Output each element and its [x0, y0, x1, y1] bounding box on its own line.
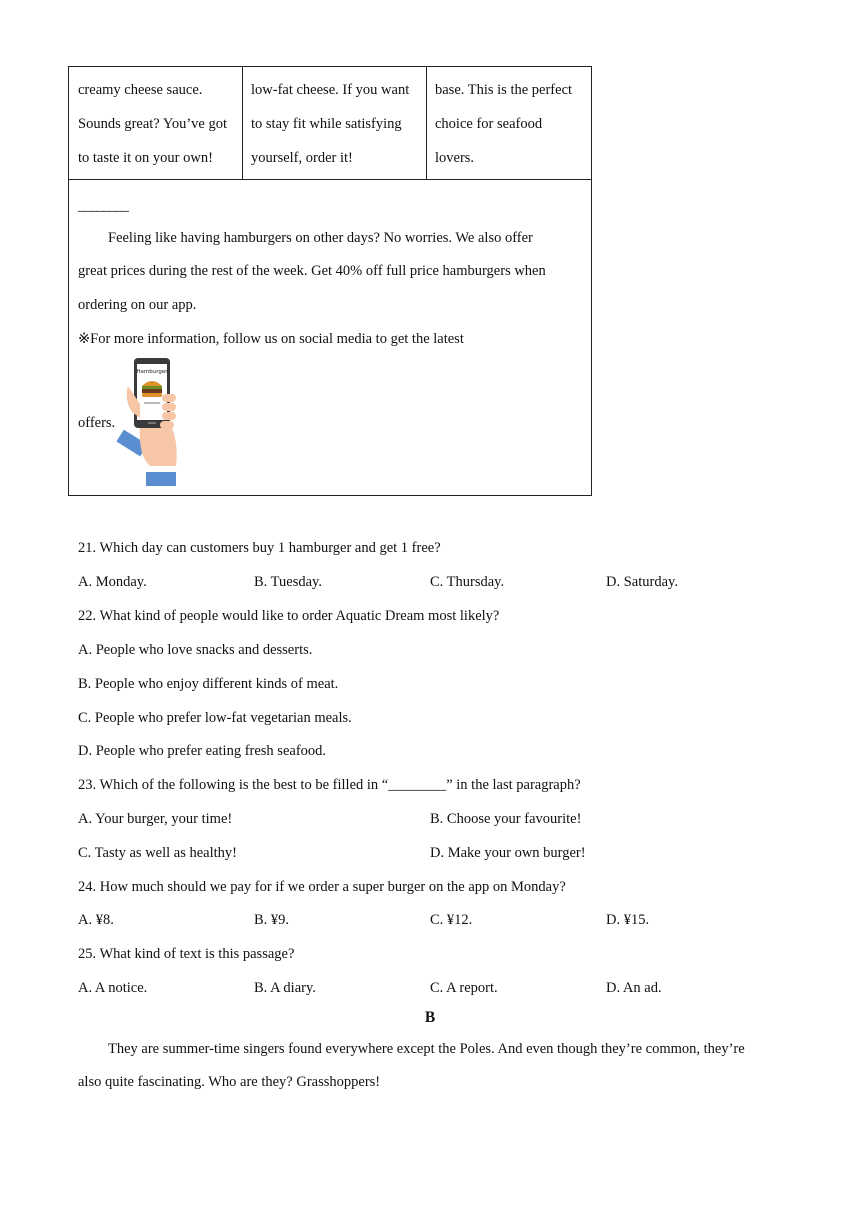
option-24-a[interactable]: A. ¥8.	[78, 912, 114, 928]
question-23: 23. Which of the following is the best to be filled in “________” in the last paragraph?	[78, 777, 581, 793]
paragraph-line: great prices during the rest of the week. Get 40% off full price hamburgers when	[78, 263, 546, 279]
option-21-c[interactable]: C. Thursday.	[430, 574, 505, 590]
column-divider	[242, 67, 243, 180]
option-23-d[interactable]: D. Make your own burger!	[430, 845, 586, 861]
note-line: ※For more information, follow us on social media to get the latest	[78, 331, 464, 347]
cell-text: Sounds great? You’ve got	[78, 116, 228, 132]
offers-text: offers.	[78, 415, 116, 431]
phone-hand-illustration	[110, 356, 190, 488]
cell-text: lovers.	[435, 150, 475, 166]
paragraph-line: Feeling like having hamburgers on other days? No worries. We also offer	[108, 230, 533, 246]
paragraph-line: ordering on our app.	[78, 297, 197, 313]
option-22-b[interactable]: B. People who enjoy different kinds of meat.	[78, 676, 339, 692]
option-23-b[interactable]: B. Choose your favourite!	[430, 811, 582, 827]
option-22-d[interactable]: D. People who prefer eating fresh seafood.	[78, 743, 327, 759]
option-21-b[interactable]: B. Tuesday.	[254, 574, 322, 590]
phone-screen-title: Hamburger	[136, 369, 168, 375]
cell-text: to taste it on your own!	[78, 150, 213, 166]
option-24-b[interactable]: B. ¥9.	[254, 912, 290, 928]
option-25-a[interactable]: A. A notice.	[78, 980, 148, 996]
option-25-d[interactable]: D. An ad.	[606, 980, 662, 996]
cell-text: low-fat cheese. If you want	[251, 82, 410, 98]
option-23-c[interactable]: C. Tasty as well as healthy!	[78, 845, 237, 861]
passage-line: also quite fascinating. Who are they? Grasshoppers!	[78, 1074, 381, 1090]
section-heading: B	[424, 1009, 436, 1026]
option-21-a[interactable]: A. Monday.	[78, 574, 147, 590]
option-23-a[interactable]: A. Your burger, your time!	[78, 811, 233, 827]
cell-text: yourself, order it!	[251, 150, 353, 166]
cell-text: base. This is the perfect	[435, 82, 573, 98]
option-25-c[interactable]: C. A report.	[430, 980, 498, 996]
option-22-a[interactable]: A. People who love snacks and desserts.	[78, 642, 313, 658]
option-25-b[interactable]: B. A diary.	[254, 980, 316, 996]
question-22: 22. What kind of people would like to order Aquatic Dream most likely?	[78, 608, 500, 624]
question-24: 24. How much should we pay for if we order a super burger on the app on Monday?	[78, 879, 566, 895]
question-25: 25. What kind of text is this passage?	[78, 946, 295, 962]
option-24-c[interactable]: C. ¥12.	[430, 912, 473, 928]
blank-line: ________	[78, 198, 128, 214]
option-24-d[interactable]: D. ¥15.	[606, 912, 650, 928]
cell-text: creamy cheese sauce.	[78, 82, 203, 98]
passage-line: They are summer-time singers found everywhere except the Poles. And even though they’re common, they’re	[108, 1041, 745, 1057]
option-22-c[interactable]: C. People who prefer low-fat vegetarian meals.	[78, 710, 352, 726]
column-divider	[426, 67, 427, 180]
option-21-d[interactable]: D. Saturday.	[606, 574, 678, 590]
cell-text: choice for seafood	[435, 116, 543, 132]
question-21: 21. Which day can customers buy 1 hamburger and get 1 free?	[78, 540, 441, 556]
cell-text: to stay fit while satisfying	[251, 116, 402, 132]
